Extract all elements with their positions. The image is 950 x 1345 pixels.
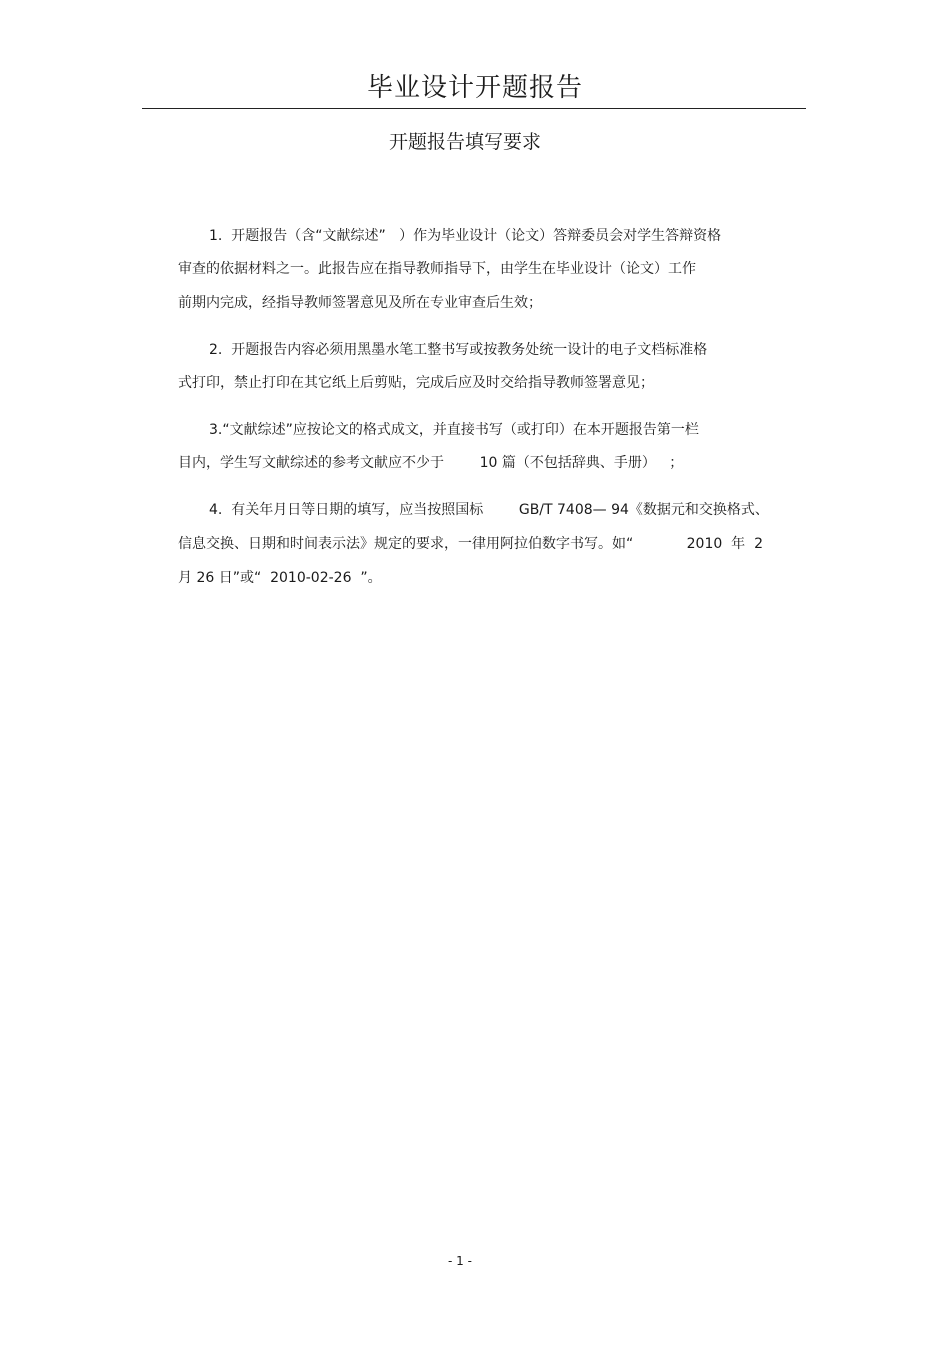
item-1-line-1: 1. 开题报告（含“文献综述” ）作为毕业设计（论文）答辩委员会对学生答辩资格 — [209, 228, 722, 244]
item-4-line-2: 信息交换、日期和时间表示法》规定的要求，一律用阿拉伯数字书写。如“ 2010 年 2 — [178, 536, 763, 552]
item-1-line-3: 前期内完成，经指导教师签署意见及所在专业审查后生效； — [178, 295, 542, 311]
section-subtitle: 开题报告填写要求 — [388, 131, 541, 153]
item-4-line-1: 4. 有关年月日等日期的填写，应当按照国标 GB/T 7408— 94《数据元和交换格式、 — [209, 502, 769, 518]
title-underline — [142, 108, 806, 109]
item-2-line-1: 2. 开题报告内容必须用黑墨水笔工整书写或按教务处统一设计的电子文档标准格 — [209, 342, 708, 358]
document-title: 毕业设计开题报告 — [366, 73, 583, 103]
item-2-line-2: 式打印，禁止打印在其它纸上后剪贴，完成后应及时交给指导教师签署意见； — [178, 375, 654, 391]
item-1-line-2: 审查的依据材料之一。此报告应在指导教师指导下，由学生在毕业设计（论文）工作 — [178, 261, 696, 277]
item-3-line-2: 目内，学生写文献综述的参考文献应不少于 10 篇（不包括辞典、手册） ； — [178, 455, 684, 471]
item-4-line-3: 月 26 日”或“ 2010-02-26 ”。 — [178, 570, 382, 586]
item-3-line-1: 3.“文献综述”应按论文的格式成文，并直接书写（或打印）在本开题报告第一栏 — [209, 422, 699, 438]
page-number: - 1 - — [448, 1254, 472, 1268]
